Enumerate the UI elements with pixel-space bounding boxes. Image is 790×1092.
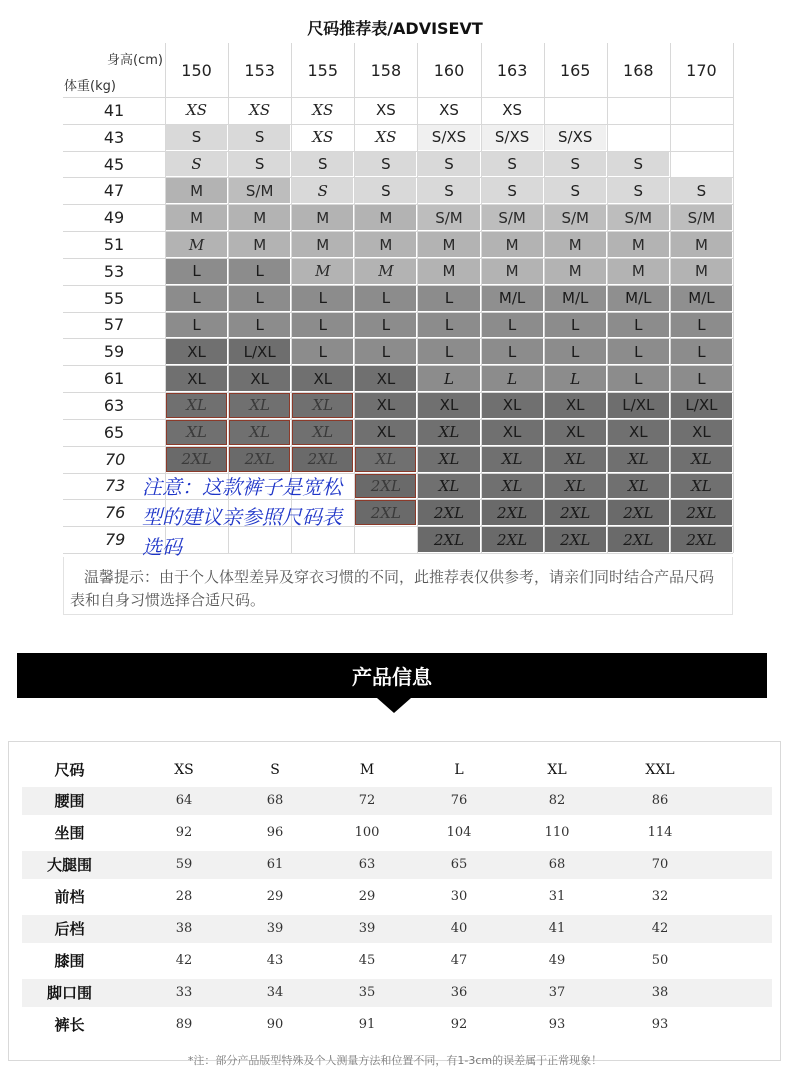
measurement-value: 42 xyxy=(175,953,193,968)
size-cell: L xyxy=(292,339,353,364)
size-cell: M xyxy=(418,259,479,284)
table-row xyxy=(22,947,772,975)
size-cell: 2XL xyxy=(671,500,732,525)
size-cell: S xyxy=(355,178,416,203)
size-cell: M/L xyxy=(482,286,543,311)
measurement-value: 92 xyxy=(175,825,193,840)
size-cell: M xyxy=(671,232,732,257)
size-cell: M xyxy=(166,232,227,257)
measurement-value: 70 xyxy=(651,857,669,872)
size-cell: XL xyxy=(418,420,479,445)
size-cell: XL xyxy=(166,393,227,418)
size-cell: XL xyxy=(482,420,543,445)
height-header: 155 xyxy=(307,60,339,80)
size-cell: XS xyxy=(292,125,353,150)
size-cell: M xyxy=(545,232,606,257)
height-header: 163 xyxy=(496,60,528,80)
row-label: 膝围 xyxy=(54,952,85,970)
table-row xyxy=(22,787,772,815)
measurement-value: 40 xyxy=(450,921,468,936)
measurement-value: 38 xyxy=(175,921,193,936)
size-cell: L/XL xyxy=(229,339,290,364)
size-cell: L xyxy=(418,339,479,364)
height-header: 158 xyxy=(370,60,402,80)
size-cell: XL xyxy=(545,420,606,445)
size-cell: XL xyxy=(671,420,732,445)
size-cell: S xyxy=(166,152,227,177)
measurement-value: 72 xyxy=(358,793,376,808)
size-cell: S/XS xyxy=(418,125,479,150)
size-cell: M xyxy=(608,232,669,257)
row-label: 腰围 xyxy=(54,792,85,810)
measurement-value: 32 xyxy=(651,889,669,904)
weight-header: 63 xyxy=(103,395,125,415)
measurement-value: 39 xyxy=(266,921,284,936)
size-cell: S xyxy=(166,125,227,150)
size-cell: M xyxy=(482,232,543,257)
size-cell: L xyxy=(229,259,290,284)
height-header: 168 xyxy=(623,60,654,80)
chart-corner-header xyxy=(63,43,165,97)
size-cell: S xyxy=(482,178,543,203)
size-cell: S/M xyxy=(671,205,732,230)
measurement-value: 68 xyxy=(548,857,566,872)
measurement-value: 59 xyxy=(175,857,193,872)
size-cell: S/M xyxy=(482,205,543,230)
table-row xyxy=(22,883,772,911)
size-cell: 2XL xyxy=(482,500,543,525)
row-label: 裤长 xyxy=(54,1016,85,1034)
measurement-value: 92 xyxy=(450,1017,468,1032)
size-cell: XL xyxy=(545,474,606,499)
size-cell: XL xyxy=(229,420,290,445)
row-label: 脚口围 xyxy=(46,984,92,1002)
weight-header: 53 xyxy=(103,261,125,281)
weight-header: 57 xyxy=(103,315,125,335)
weight-header: 70 xyxy=(105,449,126,469)
size-cell: L xyxy=(671,366,732,391)
size-cell: XL xyxy=(229,393,290,418)
size-cell: M xyxy=(292,232,353,257)
size-cell: S xyxy=(229,152,290,177)
size-cell: 2XL xyxy=(355,500,416,525)
size-cell: XL xyxy=(545,447,606,472)
size-cell: XS xyxy=(292,98,353,123)
size-cell: L xyxy=(671,313,732,338)
size-cell: XL xyxy=(671,447,732,472)
size-cell: XL xyxy=(292,366,353,391)
size-cell: M xyxy=(482,259,543,284)
size-cell: L/XL xyxy=(671,393,732,418)
height-header: 150 xyxy=(181,60,212,80)
measurement-value: 64 xyxy=(175,793,193,808)
size-cell: L/XL xyxy=(608,393,669,418)
measurement-value: 100 xyxy=(354,825,380,840)
measurement-value: 76 xyxy=(450,793,468,808)
size-cell: XS xyxy=(166,98,227,123)
size-cell: M xyxy=(292,259,353,284)
measurement-value: 34 xyxy=(266,985,284,1000)
weight-header: 47 xyxy=(103,181,125,201)
measurement-value: 114 xyxy=(647,825,673,840)
measurement-value: 63 xyxy=(358,857,376,872)
height-axis-label: 身高(cm) xyxy=(107,53,163,68)
size-cell: M xyxy=(229,232,290,257)
table-row xyxy=(22,1011,772,1039)
measurement-value: 110 xyxy=(544,825,570,840)
size-cell: XL xyxy=(608,420,669,445)
measurement-value: 93 xyxy=(651,1017,669,1032)
size-cell: M/L xyxy=(671,286,732,311)
measurement-value: 42 xyxy=(651,921,669,936)
row-label: 后档 xyxy=(54,920,85,938)
size-cell: XL xyxy=(418,393,479,418)
height-header: 170 xyxy=(686,60,717,80)
size-cell: 2XL xyxy=(355,474,416,499)
measurement-value: 43 xyxy=(266,953,284,968)
size-cell: 2XL xyxy=(545,527,606,552)
size-cell: S xyxy=(545,152,606,177)
measurement-value: 28 xyxy=(175,889,193,904)
size-cell: XL xyxy=(418,474,479,499)
row-label: 大腿围 xyxy=(46,856,92,874)
measurement-value: 65 xyxy=(450,857,468,872)
size-cell: XL xyxy=(482,393,543,418)
measurement-value: 96 xyxy=(266,825,284,840)
size-cell: XS xyxy=(355,125,416,150)
size-cell: 2XL xyxy=(418,500,479,525)
size-cell: S xyxy=(482,152,543,177)
weight-header: 61 xyxy=(103,369,125,389)
size-cell: S xyxy=(229,125,290,150)
size-cell: S/M xyxy=(608,205,669,230)
size-cell: S/M xyxy=(545,205,606,230)
size-cell: L xyxy=(355,286,416,311)
weight-header: 41 xyxy=(103,100,125,120)
size-cell: XL xyxy=(166,339,227,364)
weight-header: 55 xyxy=(103,288,125,308)
size-cell: L xyxy=(482,366,543,391)
size-cell: L xyxy=(166,313,227,338)
size-cell: XL xyxy=(166,366,227,391)
measurement-value: 86 xyxy=(651,793,669,808)
size-cell: S xyxy=(292,178,353,203)
size-cell: XL xyxy=(608,447,669,472)
size-column-header: XXL xyxy=(645,762,675,778)
table-row xyxy=(22,851,772,879)
size-cell: L xyxy=(608,339,669,364)
size-cell: M xyxy=(355,259,416,284)
size-cell: S/M xyxy=(229,178,290,203)
size-cell: XL xyxy=(608,474,669,499)
measurement-value: 39 xyxy=(358,921,376,936)
size-cell: 2XL xyxy=(166,447,227,472)
size-cell: XS xyxy=(482,98,543,123)
table-header-row xyxy=(22,756,772,784)
size-column-header: L xyxy=(454,762,464,778)
size-cell: S xyxy=(671,178,732,203)
size-column-header: M xyxy=(359,762,375,778)
weight-header: 73 xyxy=(105,476,126,496)
size-cell: M xyxy=(355,205,416,230)
size-cell: 2XL xyxy=(292,447,353,472)
size-cell: M xyxy=(671,259,732,284)
size-cell: L xyxy=(229,286,290,311)
size-cell: M/L xyxy=(545,286,606,311)
size-cell: S/XS xyxy=(545,125,606,150)
measurement-table xyxy=(8,741,781,1061)
chart-note: 注意：这款裤子是宽松型的建议亲参照尺码表选码 xyxy=(142,475,342,559)
size-cell: L xyxy=(418,366,479,391)
product-info-banner: 产品信息 xyxy=(17,653,767,698)
measurement-value: 91 xyxy=(358,1017,376,1032)
measurement-value: 45 xyxy=(358,953,376,968)
size-cell: XL xyxy=(671,474,732,499)
measurement-value: 31 xyxy=(548,889,566,904)
row-label: 坐围 xyxy=(54,824,85,842)
weight-header: 76 xyxy=(105,503,126,523)
size-cell: 2XL xyxy=(671,527,732,552)
measurement-value: 82 xyxy=(548,793,566,808)
size-cell: XL xyxy=(355,366,416,391)
size-cell: L xyxy=(418,313,479,338)
size-cell: XS xyxy=(418,98,479,123)
size-column-header: XL xyxy=(547,762,567,778)
size-cell: 2XL xyxy=(418,527,479,552)
table-row xyxy=(22,819,772,847)
size-cell: M xyxy=(608,259,669,284)
measurement-value: 49 xyxy=(548,953,566,968)
size-column-header: S xyxy=(270,762,280,778)
size-cell: L xyxy=(229,313,290,338)
table-row xyxy=(22,979,772,1007)
size-cell: L xyxy=(166,259,227,284)
size-cell: M xyxy=(355,232,416,257)
measurement-value: 30 xyxy=(450,889,468,904)
size-cell: S xyxy=(608,152,669,177)
size-cell: XL xyxy=(482,474,543,499)
size-cell: S xyxy=(418,152,479,177)
size-cell: XS xyxy=(229,98,290,123)
size-cell: XL xyxy=(166,420,227,445)
size-cell: XL xyxy=(292,420,353,445)
weight-header: 45 xyxy=(103,154,125,174)
measurement-value: 50 xyxy=(651,953,669,968)
size-cell: XL xyxy=(355,393,416,418)
size-cell: M xyxy=(166,205,227,230)
size-cell: 2XL xyxy=(545,500,606,525)
size-cell: XL xyxy=(482,447,543,472)
size-cell: S xyxy=(418,178,479,203)
size-cell: M xyxy=(545,259,606,284)
table-row xyxy=(22,915,772,943)
height-header: 160 xyxy=(433,60,465,80)
size-cell: L xyxy=(166,286,227,311)
measurement-value: 90 xyxy=(266,1017,284,1032)
measurement-value: 37 xyxy=(548,985,566,1000)
weight-header: 79 xyxy=(105,530,126,550)
size-cell: S xyxy=(608,178,669,203)
size-cell: L xyxy=(545,366,606,391)
row-label: 前档 xyxy=(54,888,85,906)
size-cell: 2XL xyxy=(608,527,669,552)
measurement-value: 33 xyxy=(175,985,193,1000)
weight-header: 59 xyxy=(103,342,125,362)
height-header: 165 xyxy=(559,60,591,80)
measurement-value: 29 xyxy=(358,889,376,904)
measurement-value: 61 xyxy=(266,857,284,872)
size-cell: L xyxy=(671,339,732,364)
measurement-value: 41 xyxy=(548,921,566,936)
banner-pointer-arrow xyxy=(377,698,411,713)
height-header: 153 xyxy=(244,60,275,80)
measurement-value: 36 xyxy=(450,985,468,1000)
size-cell: XL xyxy=(292,393,353,418)
size-cell: XL xyxy=(545,393,606,418)
size-tip: 温馨提示：由于个人体型差异及穿衣习惯的不同，此推荐表仅供参考，请亲们同时结合产品尺码表和自身习惯选择合适尺码。 xyxy=(63,557,733,615)
row-label: 尺码 xyxy=(54,761,85,779)
size-cell: XS xyxy=(355,98,416,123)
size-cell: M xyxy=(229,205,290,230)
size-cell: 2XL xyxy=(482,527,543,552)
size-cell: S xyxy=(355,152,416,177)
size-cell: L xyxy=(545,313,606,338)
measurement-value: 38 xyxy=(651,985,669,1000)
weight-header: 65 xyxy=(103,422,125,442)
weight-axis-label: 体重(kg) xyxy=(64,79,116,94)
size-cell: 2XL xyxy=(229,447,290,472)
grid-line xyxy=(733,43,734,553)
weight-header: 43 xyxy=(103,127,125,147)
size-cell: S xyxy=(545,178,606,203)
measurement-footnote: *注：部分产品版型特殊及个人测量方法和位置不同，有1-3cm的误差属于正常现象！ xyxy=(187,1054,603,1067)
measurement-value: 35 xyxy=(358,985,376,1000)
size-cell: L xyxy=(292,313,353,338)
size-cell: M/L xyxy=(608,286,669,311)
measurement-value: 29 xyxy=(266,889,284,904)
size-cell: S/M xyxy=(418,205,479,230)
weight-header: 51 xyxy=(103,235,125,255)
measurement-value: 89 xyxy=(175,1017,193,1032)
measurement-value: 93 xyxy=(548,1017,566,1032)
measurement-value: 68 xyxy=(266,793,284,808)
measurement-value: 47 xyxy=(450,953,468,968)
weight-header: 49 xyxy=(103,208,125,228)
size-cell: L xyxy=(355,339,416,364)
size-cell: XL xyxy=(355,447,416,472)
chart-title: 尺码推荐表/ADVISEVT xyxy=(307,19,483,38)
size-cell: 2XL xyxy=(608,500,669,525)
size-cell: L xyxy=(292,286,353,311)
size-cell: L xyxy=(545,339,606,364)
measurement-value: 104 xyxy=(446,825,472,840)
size-cell: L xyxy=(355,313,416,338)
size-cell: L xyxy=(608,366,669,391)
size-cell: L xyxy=(608,313,669,338)
size-cell: M xyxy=(418,232,479,257)
size-column-header: XS xyxy=(174,762,194,778)
size-cell: XL xyxy=(355,420,416,445)
size-cell: L xyxy=(482,339,543,364)
size-cell: L xyxy=(482,313,543,338)
size-cell: L xyxy=(418,286,479,311)
size-cell: M xyxy=(292,205,353,230)
size-cell: M xyxy=(166,178,227,203)
size-cell: S/XS xyxy=(482,125,543,150)
size-cell: S xyxy=(292,152,353,177)
size-cell: XL xyxy=(229,366,290,391)
size-cell: XL xyxy=(418,447,479,472)
